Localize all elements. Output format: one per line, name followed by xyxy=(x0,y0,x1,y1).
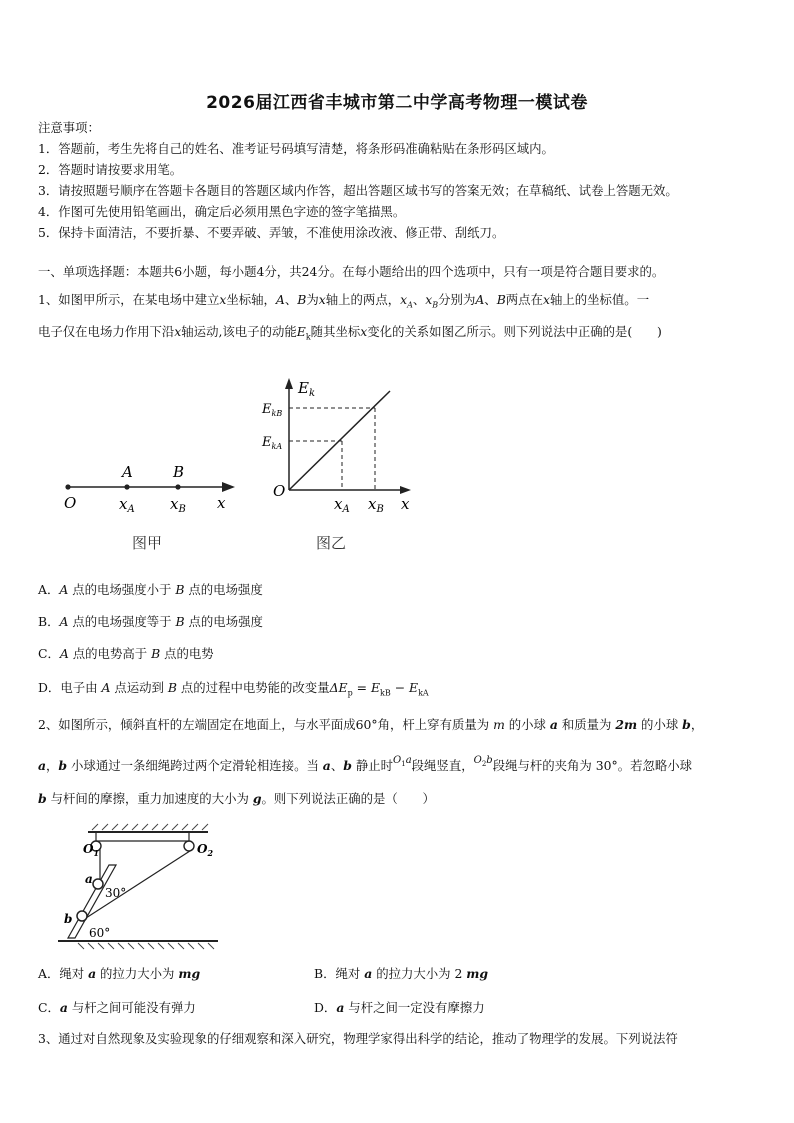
label-ekb: $E_{kB}$ xyxy=(262,402,283,418)
label-xb: $x_B$ xyxy=(170,495,186,515)
q2-option-d[interactable]: D．a 与杆之间一定没有摩擦力 xyxy=(314,1000,485,1015)
q2-option-c[interactable]: C．a 与杆之间可能没有弹力 xyxy=(38,1000,196,1015)
q1-option-c[interactable]: C．A 点的电势高于 B 点的电势 xyxy=(38,646,214,661)
point-o xyxy=(65,484,70,489)
page-title: 2026届江西省丰城市第二中学高考物理一模试卷 xyxy=(206,93,588,113)
figure-jia-caption: 图甲 xyxy=(132,534,163,552)
figure-yi-caption: 图乙 xyxy=(316,534,347,552)
label-a: A xyxy=(122,463,133,481)
label-a: a xyxy=(85,872,93,886)
x-axis-arrow-icon xyxy=(400,486,411,494)
q1-option-b[interactable]: B．A 点的电场强度等于 B 点的电场强度 xyxy=(38,614,263,629)
section-heading: 一、单项选择题：本题共6小题，每小题4分，共24分。在每小题给出的四个选项中，只有一项是符合题目要求的。 xyxy=(38,264,665,279)
label-eka: $E_{kA}$ xyxy=(262,435,283,451)
label-xb: $x_B$ xyxy=(368,495,384,515)
notice-item: 3．请按照题号顺序在答题卡各题目的答题区域内作答，超出答题区域书写的答案无效；在草稿纸、试卷上答题无效。 xyxy=(38,183,678,198)
notice-item: 4．作图可先使用铅笔画出，确定后必须用黑色字迹的签字笔描黑。 xyxy=(38,204,406,219)
ball-a xyxy=(93,879,103,889)
notice-item: 2．答题时请按要求用笔。 xyxy=(38,162,183,177)
question-3-line-1: 3、通过对自然现象及实验现象的仔细观察和深入研究，物理学家得出科学的结论，推动了物理学的发展。下列说法符 xyxy=(38,1031,678,1046)
q2-option-a[interactable]: A．绳对 a 的拉力大小为 mg xyxy=(38,966,201,981)
x-axis-arrow-icon xyxy=(222,482,235,492)
question-1-line-2: 电子仅在电场力作用下沿x轴运动,该电子的动能$E_k$随其坐标x变化的关系如图乙所示。则下列说法中正确的是( ) xyxy=(38,324,662,342)
notice-item: 5．保持卡面清洁，不要折暴、不要弄破、弄皱，不准使用涂改液、修正带、刮纸刀。 xyxy=(38,225,505,240)
q1-option-a[interactable]: A．A 点的电场强度小于 B 点的电场强度 xyxy=(38,582,263,597)
figure-q2 xyxy=(58,820,228,950)
q2-option-b[interactable]: B．绳对 a 的拉力大小为 2 mg xyxy=(314,966,489,981)
question-1-line-1: 1、如图甲所示，在某电场中建立x坐标轴，A、B为x轴上的两点，$x_A$、$x_B$分别为A、B两点在x轴上的坐标值。一 xyxy=(38,292,650,310)
question-2-line-2: a，b 小球通过一条细绳跨过两个定滑轮相连接。当 a、b 静止时$^{O_1a}$段绳竖直，$^{O_2b}$段绳与杆的夹角为 30°。若忽略小球 xyxy=(38,755,693,773)
label-o: O xyxy=(273,482,286,500)
question-2-line-3: b 与杆间的摩擦，重力加速度的大小为 g。则下列说法正确的是（ ） xyxy=(38,791,435,806)
figure-yi xyxy=(260,372,430,557)
label-xa: $x_A$ xyxy=(119,495,135,515)
y-axis-arrow-icon xyxy=(285,378,293,389)
ceiling-hatch xyxy=(92,824,208,830)
label-x: x xyxy=(401,495,410,513)
figure-jia xyxy=(52,455,242,555)
ground-hatch xyxy=(78,943,214,949)
question-2-line-1: 2、如图所示，倾斜直杆的左端固定在地面上，与水平面成60°角，杆上穿有质量为 m 的小球 a 和质量为 2m 的小球 b， xyxy=(38,717,704,732)
label-x: x xyxy=(217,494,226,512)
label-b: B xyxy=(173,463,185,481)
point-a xyxy=(124,484,129,489)
label-o: O xyxy=(64,494,77,512)
ball-b xyxy=(77,911,87,921)
q1-option-d[interactable]: D．电子由 A 点运动到 B 点的过程中电势能的改变量$\Delta E_p = E_{kB} - E_{kA}$ xyxy=(38,680,429,698)
label-o1: $O_1$ xyxy=(83,842,100,858)
label-o2: $O_2$ xyxy=(197,842,214,858)
angle-30: 30° xyxy=(105,886,127,900)
label-b: b xyxy=(64,912,73,926)
notice-item: 1．答题前，考生先将自己的姓名、准考证号码填写清楚，将条形码准确粘贴在条形码区域内。 xyxy=(38,141,554,156)
label-ek: $E_k$ xyxy=(298,379,316,399)
angle-60: 60° xyxy=(89,926,111,940)
point-b xyxy=(175,484,180,489)
label-xa: $x_A$ xyxy=(334,495,350,515)
notice-heading: 注意事项： xyxy=(38,120,100,135)
